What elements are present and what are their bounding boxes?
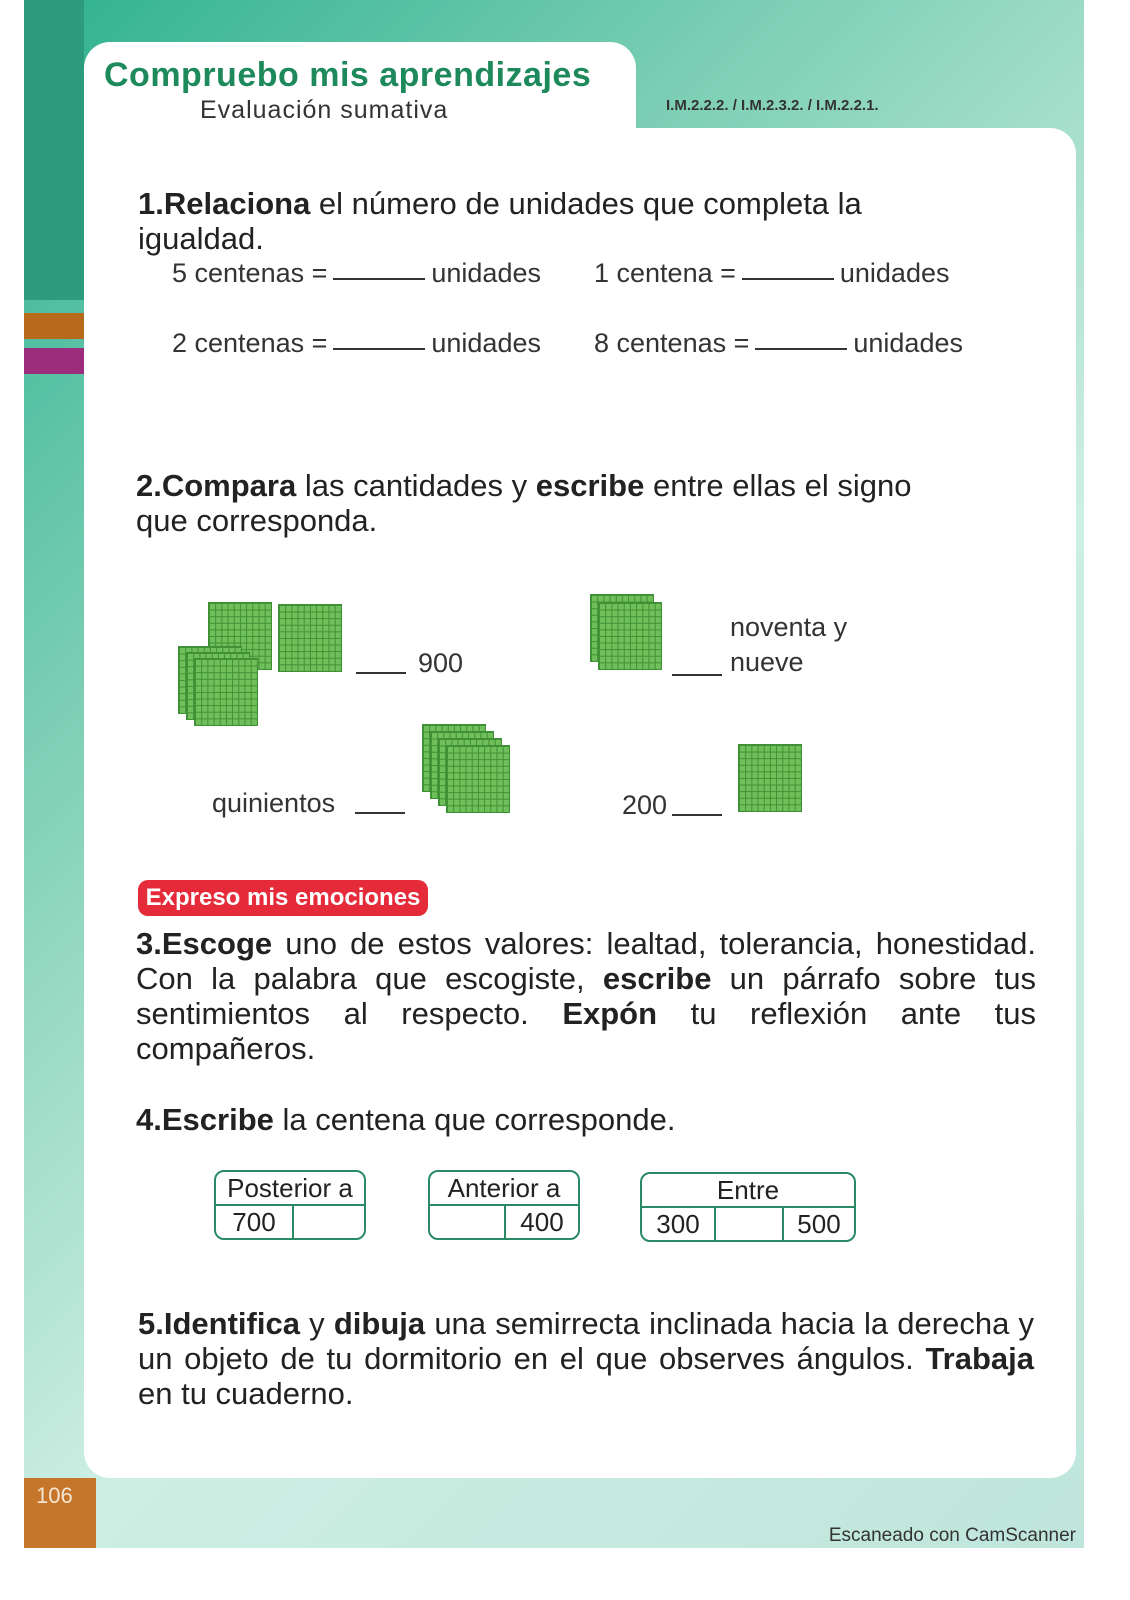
question-verb: Expón <box>562 996 658 1031</box>
question-verb: Escoge <box>161 926 273 961</box>
question-verb: Compara <box>161 468 297 503</box>
page-subtitle: Evaluación sumativa <box>200 96 449 124</box>
question-text: una semirrecta inclinada hacia la derecha y un objeto de tu dormitorio en el que observes ángulos. <box>138 1306 1034 1376</box>
question-verb: Identifica <box>163 1306 300 1341</box>
equation-3 <box>172 328 541 359</box>
given-value: 300 <box>656 1209 700 1239</box>
comparison-blank[interactable] <box>355 812 405 814</box>
equation-4 <box>594 328 963 359</box>
indicator-codes: I.M.2.2.2. / I.M.2.3.2. / I.M.2.2.1. <box>666 97 879 114</box>
box-header: Posterior a <box>216 1172 364 1206</box>
emotions-badge: Expreso mis emociones <box>138 880 428 916</box>
answer-cell[interactable] <box>430 1206 504 1238</box>
hundred-block <box>598 602 662 670</box>
question-text: el número de unidades que completa la igualdad. <box>138 186 862 256</box>
answer-cell[interactable] <box>294 1206 364 1238</box>
question-1 <box>138 186 938 256</box>
comparison-value: quinientos <box>212 788 336 818</box>
question-verb: escribe <box>602 961 712 996</box>
box-header: Anterior a <box>430 1172 578 1206</box>
equation-left: 5 centenas = <box>172 258 328 288</box>
comparison-blank[interactable] <box>672 674 722 676</box>
question-text: y <box>299 1306 334 1341</box>
equation-left: 8 centenas = <box>594 328 750 358</box>
answer-blank[interactable] <box>333 277 425 280</box>
question-number: 1. <box>138 186 164 221</box>
question-text: entre ellas el signo que corresponda. <box>136 468 912 538</box>
page-title: Compruebo mis aprendizajes <box>104 56 592 94</box>
question-text: uno de estos valores: lealtad, tolerancia, <box>272 926 876 961</box>
equation-right: unidades <box>853 328 963 358</box>
question-verb: Relaciona <box>163 186 311 221</box>
question-text: honestidad. <box>875 926 1036 961</box>
question-number: 5. <box>138 1306 164 1341</box>
question-text: en tu cuaderno. <box>138 1376 354 1411</box>
anterior-box <box>428 1170 580 1240</box>
comparison-value: 900 <box>418 648 464 678</box>
hundred-block <box>738 744 802 812</box>
equation-2 <box>594 258 949 289</box>
comparison-value-line1: noventa y <box>730 612 848 642</box>
question-text: la centena que corresponde. <box>273 1102 676 1137</box>
brown-tab-marker <box>24 313 84 339</box>
question-text: un párrafo sobre tus sentimientos al respecto. <box>136 961 1036 1031</box>
given-value: 700 <box>232 1207 276 1237</box>
box-header: Entre <box>642 1174 854 1208</box>
comparison-value-line2: nueve <box>730 647 804 677</box>
scanner-footer: Escaneado con CamScanner <box>828 1525 1076 1546</box>
comparison-blank[interactable] <box>672 814 722 816</box>
question-5 <box>138 1306 1034 1411</box>
question-verb: escribe <box>535 468 645 503</box>
question-verb: Escribe <box>161 1102 274 1137</box>
comparison-blank[interactable] <box>356 672 406 674</box>
given-value: 500 <box>797 1209 841 1239</box>
given-value: 400 <box>520 1207 564 1237</box>
question-number: 2. <box>136 468 162 503</box>
equation-right: unidades <box>431 328 541 358</box>
answer-blank[interactable] <box>742 277 834 280</box>
equation-left: 2 centenas = <box>172 328 328 358</box>
posterior-box <box>214 1170 366 1240</box>
question-text: las cantidades y <box>296 468 536 503</box>
equation-right: unidades <box>431 258 541 288</box>
answer-blank[interactable] <box>333 347 425 350</box>
question-number: 3. <box>136 926 162 961</box>
hundred-block <box>194 658 258 726</box>
comparison-value: 200 <box>622 790 668 820</box>
question-number: 4. <box>136 1102 162 1137</box>
answer-cell[interactable] <box>716 1208 782 1240</box>
purple-tab-marker <box>24 348 84 374</box>
question-verb: dibuja <box>333 1306 426 1341</box>
page-number: 106 <box>36 1483 73 1508</box>
question-verb: Trabaja <box>925 1341 1034 1376</box>
equation-right: unidades <box>839 258 950 288</box>
equation-left: 1 centena = <box>594 258 736 288</box>
question-3 <box>136 926 1036 1066</box>
entre-box <box>640 1172 856 1242</box>
answer-blank[interactable] <box>755 347 847 350</box>
left-color-stripe <box>24 0 84 300</box>
question-text: Con la palabra que escogiste, <box>136 961 603 996</box>
hundred-block <box>278 604 342 672</box>
question-text: tu reflexión ante tus compañeros. <box>136 996 1036 1066</box>
equation-1 <box>172 258 541 289</box>
question-2 <box>136 468 936 538</box>
hundred-block <box>446 745 510 813</box>
question-4 <box>136 1102 936 1137</box>
